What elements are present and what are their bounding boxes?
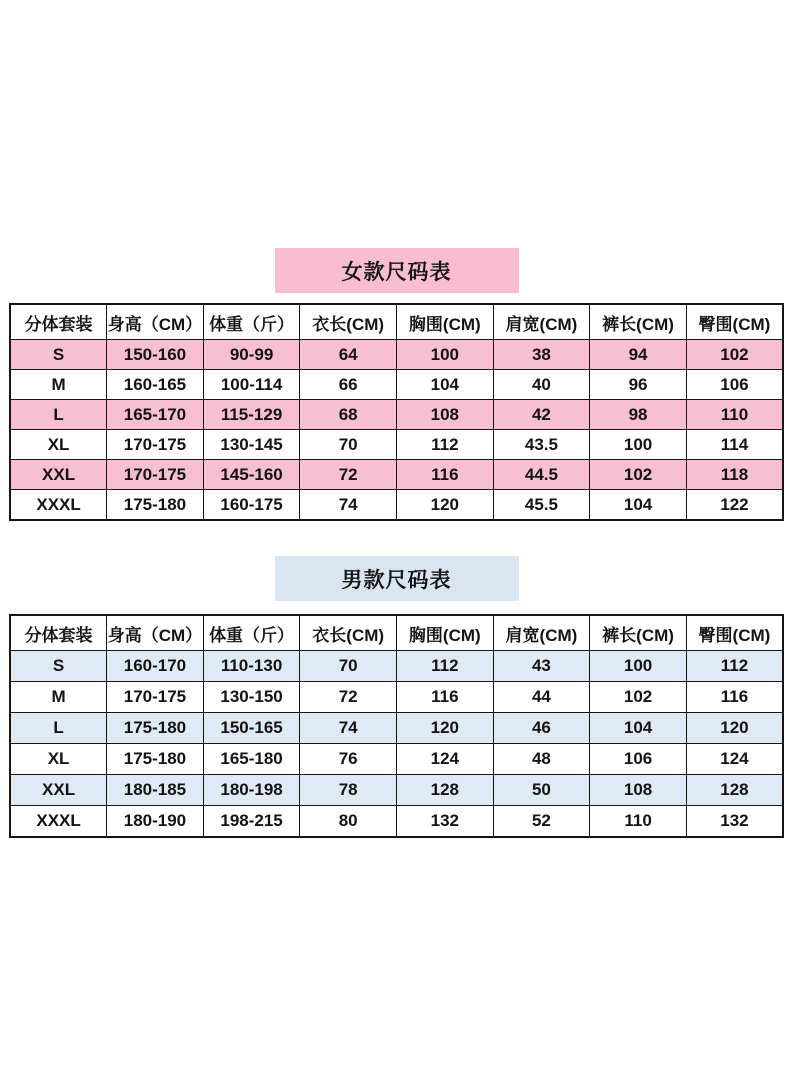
measurement-cell: 160-170 [107, 651, 204, 682]
table-row [10, 682, 783, 713]
table-row [10, 651, 783, 682]
measurement-cell: 122 [686, 490, 783, 521]
size-label-cell: M [10, 682, 107, 713]
measurement-cell: 44 [493, 682, 590, 713]
measurement-cell: 175-180 [107, 713, 204, 744]
size-label-cell: XXXL [10, 806, 107, 838]
measurement-cell: 145-160 [203, 460, 300, 490]
measurement-cell: 40 [493, 370, 590, 400]
table-row [10, 430, 783, 460]
measurement-cell: 70 [300, 430, 397, 460]
measurement-cell: 132 [397, 806, 494, 838]
measurement-cell: 106 [686, 370, 783, 400]
measurement-cell: 132 [686, 806, 783, 838]
measurement-cell: 102 [686, 340, 783, 370]
measurement-cell: 94 [590, 340, 687, 370]
measurement-cell: 100 [590, 430, 687, 460]
women-size-table [9, 303, 784, 521]
measurement-cell: 170-175 [107, 430, 204, 460]
column-header: 分体套装 [10, 304, 107, 340]
column-header: 分体套装 [10, 615, 107, 651]
header-row [10, 304, 783, 340]
measurement-cell: 98 [590, 400, 687, 430]
measurement-cell: 100 [590, 651, 687, 682]
measurement-cell: 112 [686, 651, 783, 682]
table-row [10, 460, 783, 490]
measurement-cell: 114 [686, 430, 783, 460]
column-header: 肩宽(CM) [493, 615, 590, 651]
measurement-cell: 52 [493, 806, 590, 838]
size-label-cell: XXL [10, 775, 107, 806]
measurement-cell: 175-180 [107, 490, 204, 521]
measurement-cell: 120 [397, 713, 494, 744]
measurement-cell: 124 [686, 744, 783, 775]
women-size-section [0, 248, 793, 521]
table-row [10, 400, 783, 430]
column-header: 臀围(CM) [686, 615, 783, 651]
measurement-cell: 170-175 [107, 682, 204, 713]
measurement-cell: 74 [300, 490, 397, 521]
measurement-cell: 42 [493, 400, 590, 430]
size-label-cell: S [10, 651, 107, 682]
size-label-cell: L [10, 400, 107, 430]
size-label-cell: S [10, 340, 107, 370]
column-header: 身高（CM） [107, 304, 204, 340]
measurement-cell: 175-180 [107, 744, 204, 775]
column-header: 体重（斤） [203, 304, 300, 340]
measurement-cell: 198-215 [203, 806, 300, 838]
measurement-cell: 102 [590, 682, 687, 713]
measurement-cell: 120 [397, 490, 494, 521]
measurement-cell: 150-160 [107, 340, 204, 370]
column-header: 裤长(CM) [590, 615, 687, 651]
measurement-cell: 38 [493, 340, 590, 370]
measurement-cell: 110-130 [203, 651, 300, 682]
measurement-cell: 150-165 [203, 713, 300, 744]
measurement-cell: 70 [300, 651, 397, 682]
measurement-cell: 128 [686, 775, 783, 806]
size-label-cell: L [10, 713, 107, 744]
measurement-cell: 130-145 [203, 430, 300, 460]
measurement-cell: 102 [590, 460, 687, 490]
measurement-cell: 48 [493, 744, 590, 775]
measurement-cell: 165-170 [107, 400, 204, 430]
measurement-cell: 108 [590, 775, 687, 806]
table-row [10, 806, 783, 838]
column-header: 体重（斤） [203, 615, 300, 651]
women-table-title: 女款尺码表 [275, 248, 519, 293]
measurement-cell: 104 [397, 370, 494, 400]
measurement-cell: 128 [397, 775, 494, 806]
measurement-cell: 96 [590, 370, 687, 400]
measurement-cell: 74 [300, 713, 397, 744]
measurement-cell: 116 [397, 682, 494, 713]
measurement-cell: 45.5 [493, 490, 590, 521]
measurement-cell: 72 [300, 682, 397, 713]
measurement-cell: 44.5 [493, 460, 590, 490]
measurement-cell: 68 [300, 400, 397, 430]
measurement-cell: 80 [300, 806, 397, 838]
size-label-cell: XL [10, 430, 107, 460]
measurement-cell: 78 [300, 775, 397, 806]
measurement-cell: 108 [397, 400, 494, 430]
measurement-cell: 180-190 [107, 806, 204, 838]
measurement-cell: 160-175 [203, 490, 300, 521]
column-header: 衣长(CM) [300, 615, 397, 651]
measurement-cell: 116 [686, 682, 783, 713]
measurement-cell: 112 [397, 651, 494, 682]
measurement-cell: 104 [590, 490, 687, 521]
men-size-table [9, 614, 784, 838]
measurement-cell: 170-175 [107, 460, 204, 490]
measurement-cell: 106 [590, 744, 687, 775]
men-size-section [0, 556, 793, 838]
column-header: 臀围(CM) [686, 304, 783, 340]
table-row [10, 490, 783, 521]
measurement-cell: 46 [493, 713, 590, 744]
measurement-cell: 112 [397, 430, 494, 460]
column-header: 身高（CM） [107, 615, 204, 651]
measurement-cell: 118 [686, 460, 783, 490]
measurement-cell: 160-165 [107, 370, 204, 400]
header-row [10, 615, 783, 651]
size-label-cell: M [10, 370, 107, 400]
measurement-cell: 50 [493, 775, 590, 806]
table-row [10, 775, 783, 806]
measurement-cell: 90-99 [203, 340, 300, 370]
measurement-cell: 43 [493, 651, 590, 682]
measurement-cell: 115-129 [203, 400, 300, 430]
measurement-cell: 110 [590, 806, 687, 838]
table-row [10, 744, 783, 775]
table-row [10, 340, 783, 370]
measurement-cell: 180-198 [203, 775, 300, 806]
measurement-cell: 64 [300, 340, 397, 370]
measurement-cell: 104 [590, 713, 687, 744]
measurement-cell: 124 [397, 744, 494, 775]
size-label-cell: XXXL [10, 490, 107, 521]
column-header: 衣长(CM) [300, 304, 397, 340]
men-table-title: 男款尺码表 [275, 556, 519, 601]
column-header: 裤长(CM) [590, 304, 687, 340]
column-header: 胸围(CM) [397, 304, 494, 340]
table-row [10, 713, 783, 744]
measurement-cell: 100-114 [203, 370, 300, 400]
measurement-cell: 72 [300, 460, 397, 490]
measurement-cell: 180-185 [107, 775, 204, 806]
measurement-cell: 130-150 [203, 682, 300, 713]
table-row [10, 370, 783, 400]
measurement-cell: 165-180 [203, 744, 300, 775]
column-header: 胸围(CM) [397, 615, 494, 651]
measurement-cell: 66 [300, 370, 397, 400]
measurement-cell: 100 [397, 340, 494, 370]
column-header: 肩宽(CM) [493, 304, 590, 340]
size-label-cell: XXL [10, 460, 107, 490]
measurement-cell: 43.5 [493, 430, 590, 460]
measurement-cell: 110 [686, 400, 783, 430]
measurement-cell: 76 [300, 744, 397, 775]
size-label-cell: XL [10, 744, 107, 775]
measurement-cell: 116 [397, 460, 494, 490]
measurement-cell: 120 [686, 713, 783, 744]
